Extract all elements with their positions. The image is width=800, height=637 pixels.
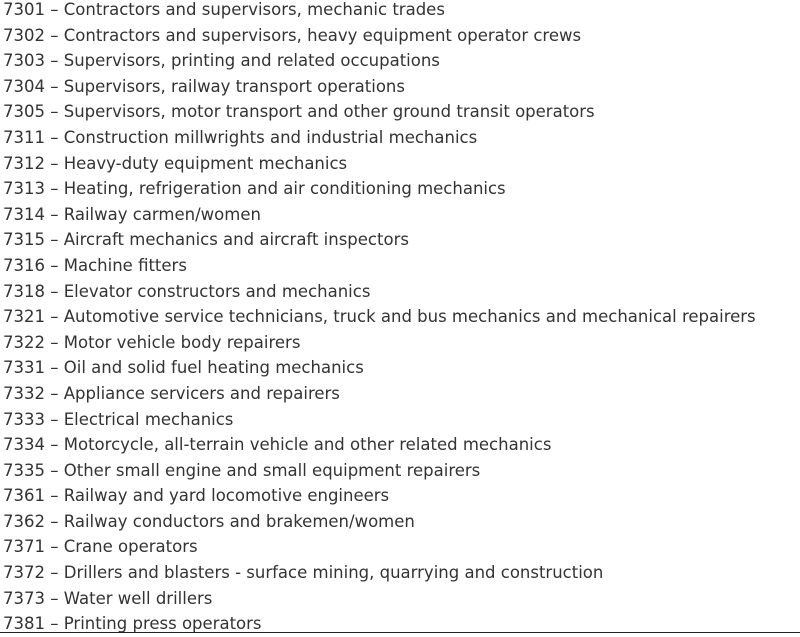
occupation-item: [3, 611, 756, 637]
occupation-item: [3, 74, 756, 100]
occupation-title: Aircraft mechanics and aircraft inspectors: [63, 230, 409, 250]
occupation-title: Automotive service technicians, truck and bus mechanics and mechanical repairers: [63, 307, 756, 327]
occupation-item: [3, 483, 756, 509]
separator-dash: –: [45, 588, 64, 608]
occupation-item: [3, 151, 756, 177]
occupation-code: 7322: [3, 332, 45, 352]
separator-dash: –: [45, 204, 64, 224]
occupation-code: 7333: [3, 409, 45, 429]
separator-dash: –: [45, 614, 64, 634]
occupation-title: Heavy-duty equipment mechanics: [63, 153, 348, 173]
occupation-item: [3, 586, 756, 612]
occupation-item: [3, 407, 756, 433]
occupation-title: Motor vehicle body repairers: [63, 332, 301, 352]
separator-dash: –: [45, 460, 64, 480]
occupation-title: Electrical mechanics: [63, 409, 234, 429]
occupation-code: 7302: [3, 25, 45, 45]
occupation-item: [3, 355, 756, 381]
occupation-item: [3, 458, 756, 484]
occupation-code: 7312: [3, 153, 45, 173]
separator-dash: –: [45, 383, 64, 403]
occupation-item: [3, 125, 756, 151]
occupation-title: Oil and solid fuel heating mechanics: [63, 358, 364, 378]
occupation-title: Supervisors, motor transport and other ground transit operators: [63, 102, 595, 122]
occupation-title: Contractors and supervisors, mechanic trades: [63, 0, 445, 19]
occupation-code: 7315: [3, 230, 45, 250]
separator-dash: –: [45, 511, 64, 531]
occupation-title: Elevator constructors and mechanics: [63, 281, 371, 301]
occupation-code: 7311: [3, 127, 45, 147]
occupation-code: 7301: [3, 0, 45, 19]
occupation-code: 7372: [3, 563, 45, 583]
separator-dash: –: [45, 76, 64, 96]
separator-dash: –: [45, 102, 64, 122]
occupation-code: 7318: [3, 281, 45, 301]
occupation-item: [3, 509, 756, 535]
occupation-item: [3, 560, 756, 586]
occupation-code: 7361: [3, 486, 45, 506]
separator-dash: –: [45, 486, 64, 506]
occupation-code: 7362: [3, 511, 45, 531]
occupation-title: Railway conductors and brakemen/women: [63, 511, 415, 531]
occupation-code: 7313: [3, 179, 45, 199]
occupation-code: 7316: [3, 255, 45, 275]
occupation-item: [3, 176, 756, 202]
occupation-title: Crane operators: [63, 537, 198, 557]
occupation-title: Supervisors, railway transport operations: [63, 76, 405, 96]
occupation-item: [3, 279, 756, 305]
occupation-item: [3, 330, 756, 356]
occupation-title: Contractors and supervisors, heavy equipment operator crews: [63, 25, 582, 45]
occupation-title: Drillers and blasters - surface mining, quarrying and construction: [63, 563, 604, 583]
separator-dash: –: [45, 25, 64, 45]
occupation-code: 7304: [3, 76, 45, 96]
occupation-item: [3, 227, 756, 253]
separator-dash: –: [45, 435, 64, 455]
separator-dash: –: [45, 230, 64, 250]
separator-dash: –: [45, 563, 64, 583]
occupation-code: 7332: [3, 383, 45, 403]
separator-dash: –: [45, 127, 64, 147]
occupation-item: [3, 23, 756, 49]
occupation-item: [3, 381, 756, 407]
separator-dash: –: [45, 255, 64, 275]
occupation-item: [3, 202, 756, 228]
separator-dash: –: [45, 153, 64, 173]
occupation-code: 7321: [3, 307, 45, 327]
occupation-code: 7335: [3, 460, 45, 480]
separator-dash: –: [45, 409, 64, 429]
occupation-item: [3, 534, 756, 560]
occupation-list: [3, 0, 756, 637]
occupation-code: 7334: [3, 435, 45, 455]
occupation-code: 7381: [3, 614, 45, 634]
occupation-title: Other small engine and small equipment repairers: [63, 460, 481, 480]
separator-dash: –: [45, 307, 64, 327]
occupation-item: [3, 48, 756, 74]
separator-dash: –: [45, 332, 64, 352]
occupation-item: [3, 432, 756, 458]
occupation-title: Appliance servicers and repairers: [63, 383, 340, 403]
occupation-title: Machine fitters: [63, 255, 187, 275]
separator-dash: –: [45, 179, 64, 199]
separator-dash: –: [45, 281, 64, 301]
occupation-code: 7373: [3, 588, 45, 608]
occupation-item: [3, 304, 756, 330]
occupation-title: Construction millwrights and industrial mechanics: [63, 127, 478, 147]
bottom-divider: [0, 632, 800, 633]
occupation-item: [3, 0, 756, 23]
occupation-title: Railway carmen/women: [63, 204, 261, 224]
separator-dash: –: [45, 537, 64, 557]
separator-dash: –: [45, 51, 64, 71]
occupation-code: 7305: [3, 102, 45, 122]
occupation-code: 7303: [3, 51, 45, 71]
occupation-title: Supervisors, printing and related occupations: [63, 51, 440, 71]
occupation-title: Motorcycle, all-terrain vehicle and other related mechanics: [63, 435, 552, 455]
occupation-code: 7331: [3, 358, 45, 378]
occupation-title: Printing press operators: [63, 614, 262, 634]
separator-dash: –: [45, 0, 64, 19]
occupation-title: Railway and yard locomotive engineers: [63, 486, 390, 506]
occupation-item: [3, 253, 756, 279]
occupation-title: Heating, refrigeration and air conditioning mechanics: [63, 179, 506, 199]
occupation-code: 7314: [3, 204, 45, 224]
separator-dash: –: [45, 358, 64, 378]
occupation-title: Water well drillers: [63, 588, 213, 608]
occupation-code: 7371: [3, 537, 45, 557]
occupation-item: [3, 99, 756, 125]
